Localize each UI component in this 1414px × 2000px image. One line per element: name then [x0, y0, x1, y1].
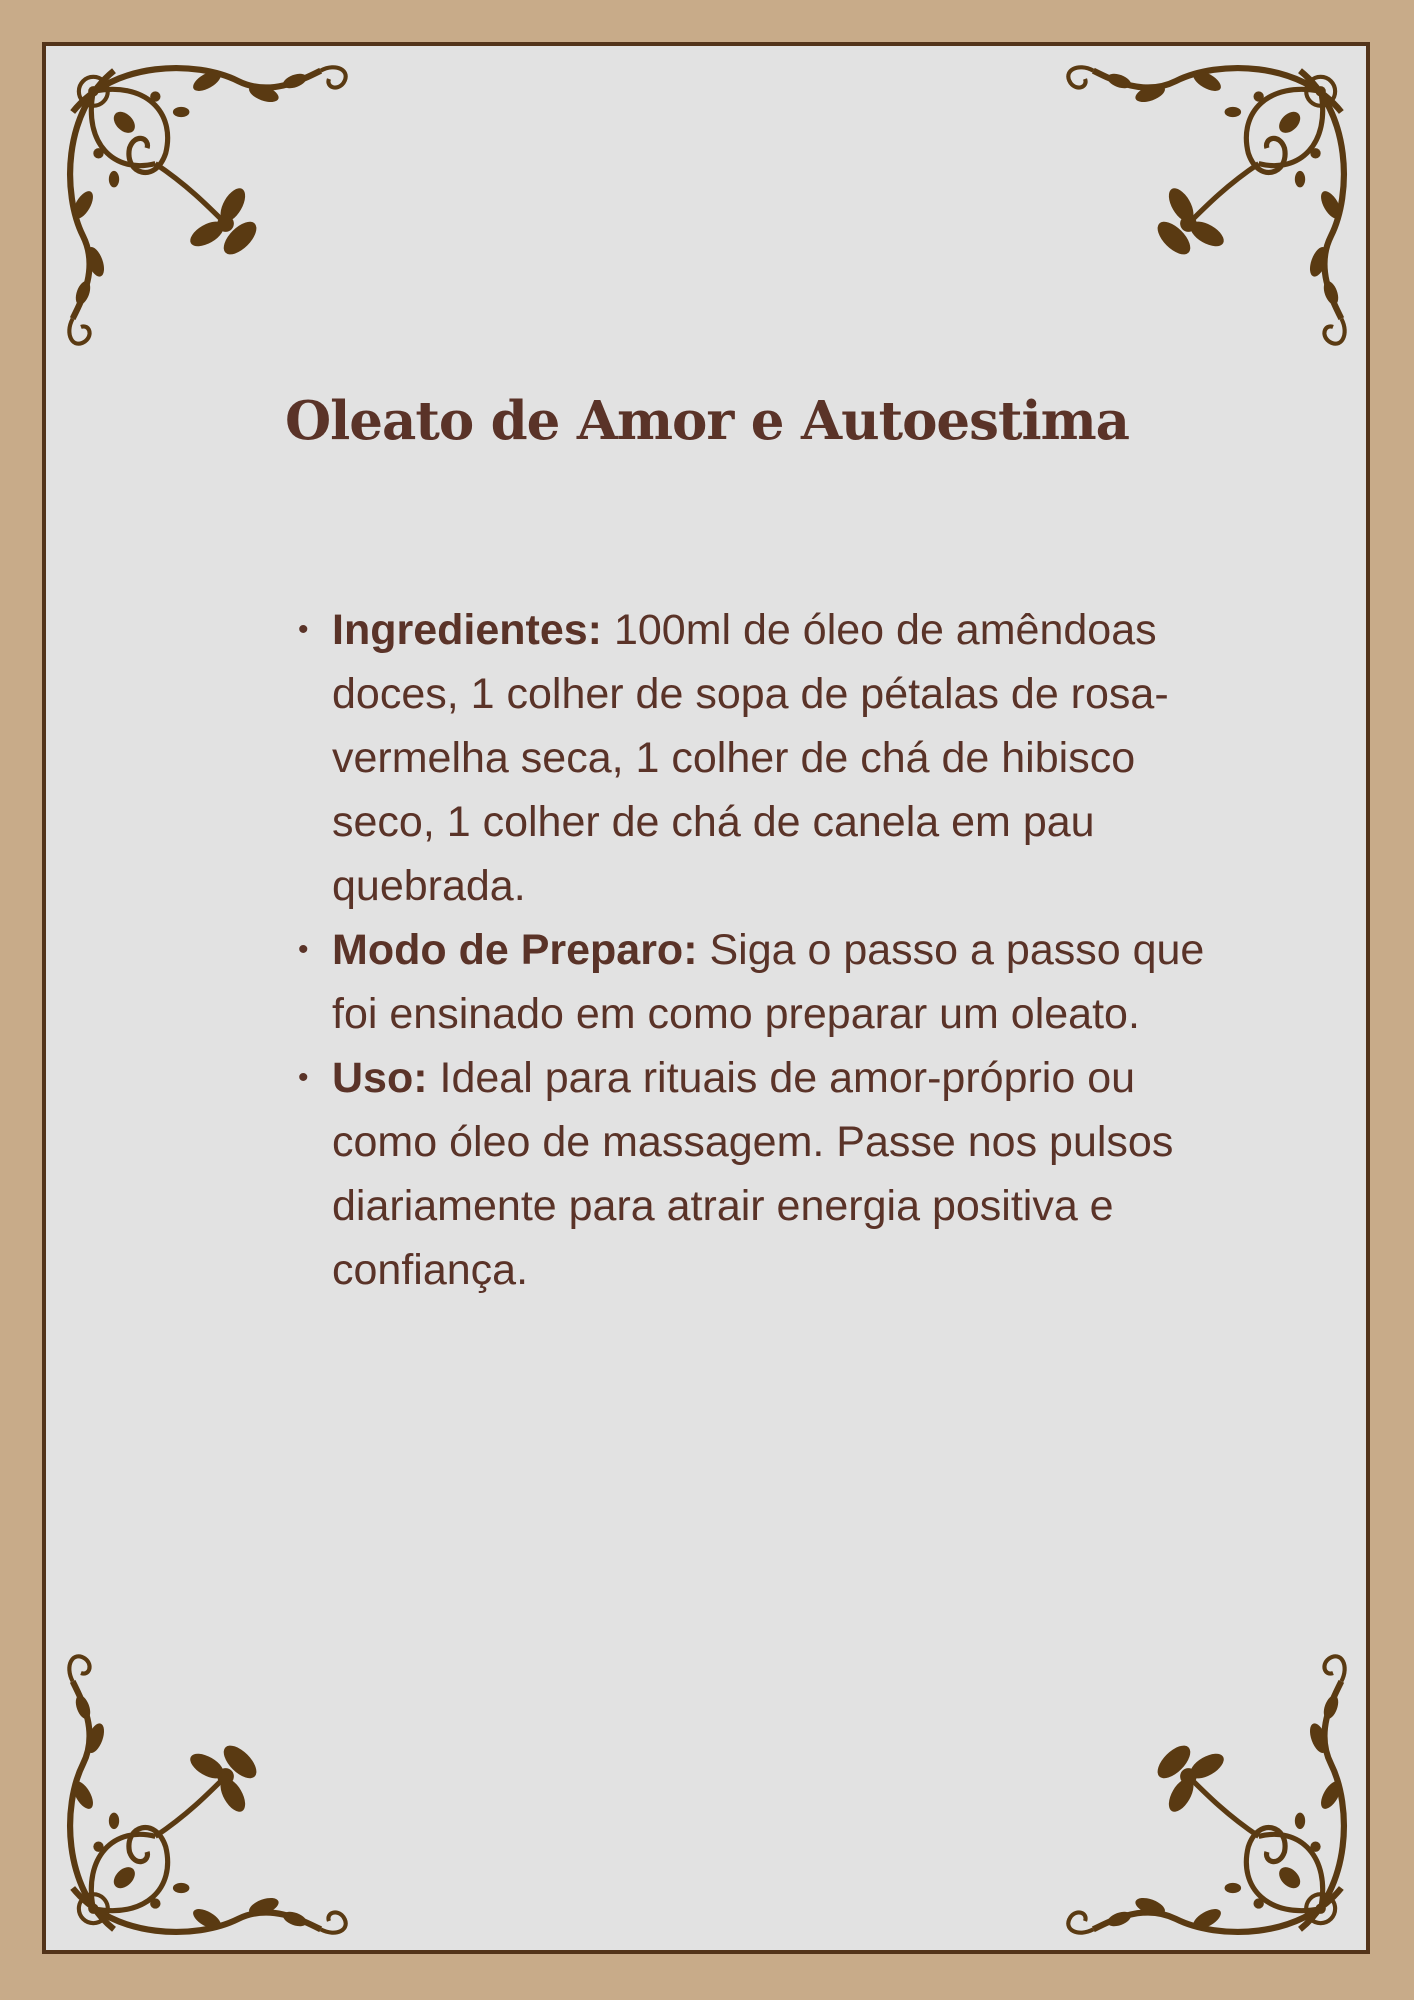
list-item: [288, 598, 1208, 918]
recipe-list: [288, 598, 1208, 1302]
item-label: Ingredientes:: [332, 606, 602, 654]
floral-corner-icon: [1052, 1640, 1362, 1950]
floral-corner-icon: [52, 50, 362, 360]
item-label: Modo de Preparo:: [332, 926, 698, 974]
item-text: Ideal para rituais de amor-próprio ou como óleo de massagem. Passe nos pulsos diariamente para atrair energia positiva e confiança.: [332, 1054, 1174, 1294]
bullet-icon: •: [298, 933, 309, 966]
item-label: Uso:: [332, 1054, 428, 1102]
bullet-icon: •: [298, 1061, 309, 1094]
floral-corner-icon: [52, 1640, 362, 1950]
list-item: [288, 1046, 1208, 1302]
page-title: Oleato de Amor e Autoestima: [284, 390, 1130, 452]
floral-corner-icon: [1052, 50, 1362, 360]
list-item: [288, 918, 1208, 1046]
item-text: Siga o passo a passo que foi ensinado em como preparar um oleato.: [332, 926, 1205, 1038]
item-text: 100ml de óleo de amêndoas doces, 1 colher de sopa de pétalas de rosa-vermelha seca, 1 colher de chá de hibisco seco, 1 colher de chá de canela em pau quebrada.: [332, 606, 1169, 910]
bullet-icon: •: [298, 613, 309, 646]
